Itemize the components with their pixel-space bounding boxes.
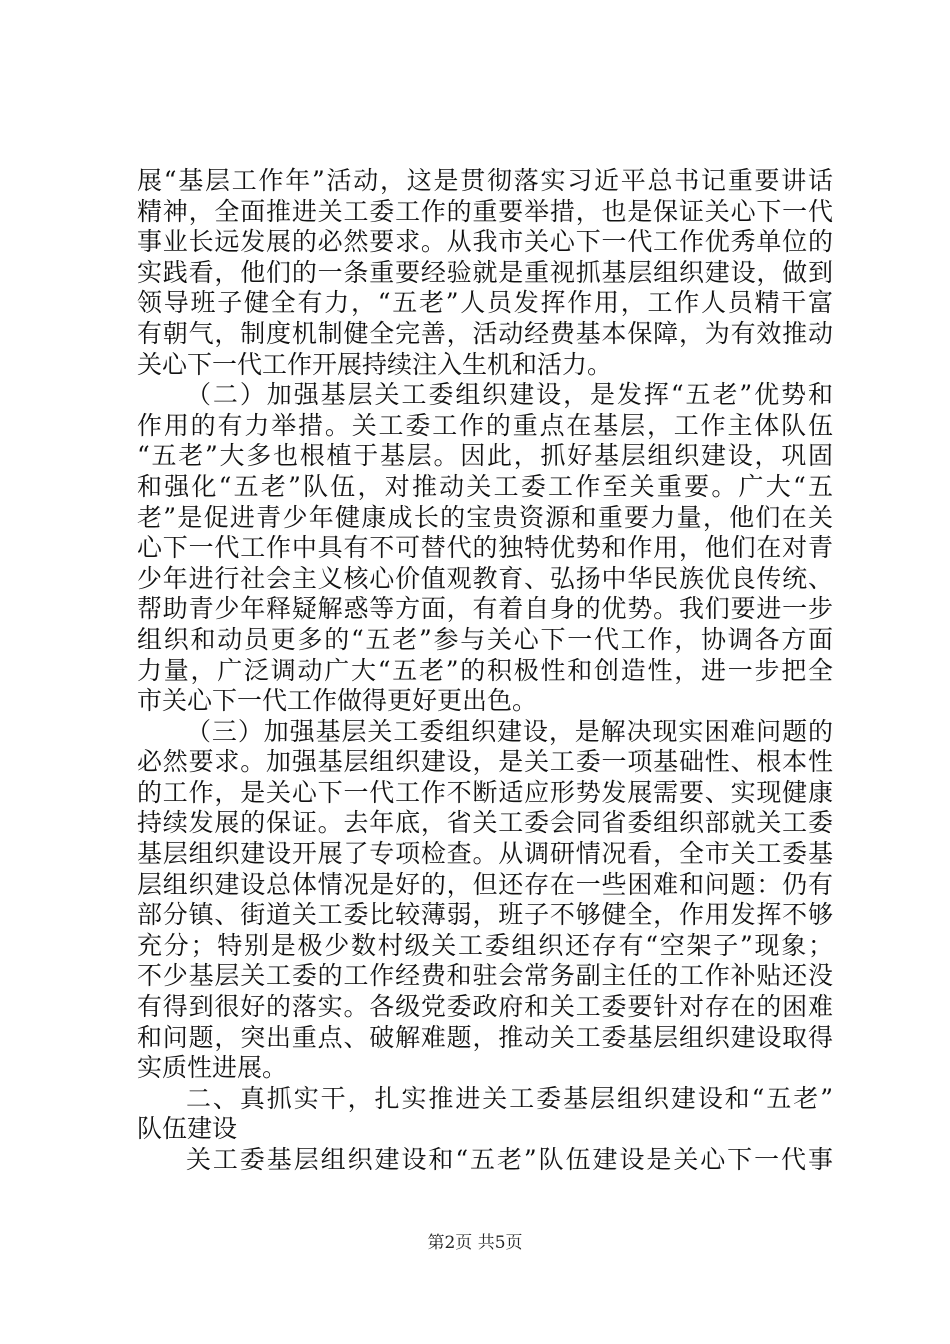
text-line: 实践看，他们的一条重要经验就是重视抓基层组织建设，做到 [137,257,833,287]
page-footer: 第2页 共5页 [427,1233,523,1253]
text-line: （三）加强基层关工委组织建设，是解决现实困难问题的 [186,716,833,746]
text-line: 的工作，是关心下一代工作不断适应形势发展需要、实现健康 [137,777,833,807]
text-line: 心下一代工作中具有不可替代的独特优势和作用，他们在对青 [137,533,833,563]
text-line: 和强化“五老”队伍，对推动关工委工作至关重要。广大“五 [137,471,833,501]
text-line: “五老”大多也根植于基层。因此，抓好基层组织建设，巩固 [137,441,833,471]
text-line: 领导班子健全有力，“五老”人员发挥作用，工作人员精干富 [137,288,833,318]
text-line: 力量，广泛调动广大“五老”的积极性和创造性，进一步把全 [137,655,833,685]
text-line: 队伍建设 [137,1114,238,1144]
text-line: 展“基层工作年”活动，这是贯彻落实习近平总书记重要讲话 [137,166,833,195]
text-line: 必然要求。加强基层组织建设，是关工委一项基础性、根本性 [137,747,833,777]
text-line: 和问题，突出重点、破解难题，推动关工委基层组织建设取得 [137,1022,833,1052]
text-line: （二）加强基层关工委组织建设，是发挥“五老”优势和 [186,380,833,410]
text-line: 二、真抓实干，扎实推进关工委基层组织建设和“五老” [186,1083,833,1113]
text-line: 层组织建设总体情况是好的，但还存在一些困难和问题：仍有 [137,869,833,899]
text-line: 不少基层关工委的工作经费和驻会常务副主任的工作补贴还没 [137,961,833,991]
text-line: 有朝气，制度机制健全完善，活动经费基本保障，为有效推动 [137,318,833,348]
text-line: 关心下一代工作开展持续注入生机和活力。 [137,349,613,379]
document-body [137,166,833,1176]
text-line: 少年进行社会主义核心价值观教育、弘扬中华民族优良传统、 [137,563,833,593]
text-line: 精神，全面推进关工委工作的重要举措，也是保证关心下一代 [137,196,833,226]
text-line: 帮助青少年释疑解惑等方面，有着自身的优势。我们要进一步 [137,594,833,624]
text-line: 关工委基层组织建设和“五老”队伍建设是关心下一代事 [186,1145,833,1174]
text-line: 市关心下一代工作做得更好更出色。 [137,686,538,716]
text-line: 基层组织建设开展了专项检查。从调研情况看，全市关工委基 [137,839,833,869]
text-line: 部分镇、街道关工委比较薄弱，班子不够健全，作用发挥不够 [137,900,833,930]
text-line: 充分；特别是极少数村级关工委组织还存有“空架子”现象； [137,930,833,960]
text-line: 老”是促进青少年健康成长的宝贵资源和重要力量，他们在关 [137,502,833,532]
text-line: 作用的有力举措。关工委工作的重点在基层，工作主体队伍 [137,410,833,440]
text-line: 组织和动员更多的“五老”参与关心下一代工作，协调各方面 [137,624,833,654]
text-line: 事业长远发展的必然要求。从我市关心下一代工作优秀单位的 [137,227,833,257]
text-line: 有得到很好的落实。各级党委政府和关工委要针对存在的困难 [137,992,833,1022]
text-line: 持续发展的保证。去年底，省关工委会同省委组织部就关工委 [137,808,833,838]
text-line: 实质性进展。 [137,1053,288,1083]
